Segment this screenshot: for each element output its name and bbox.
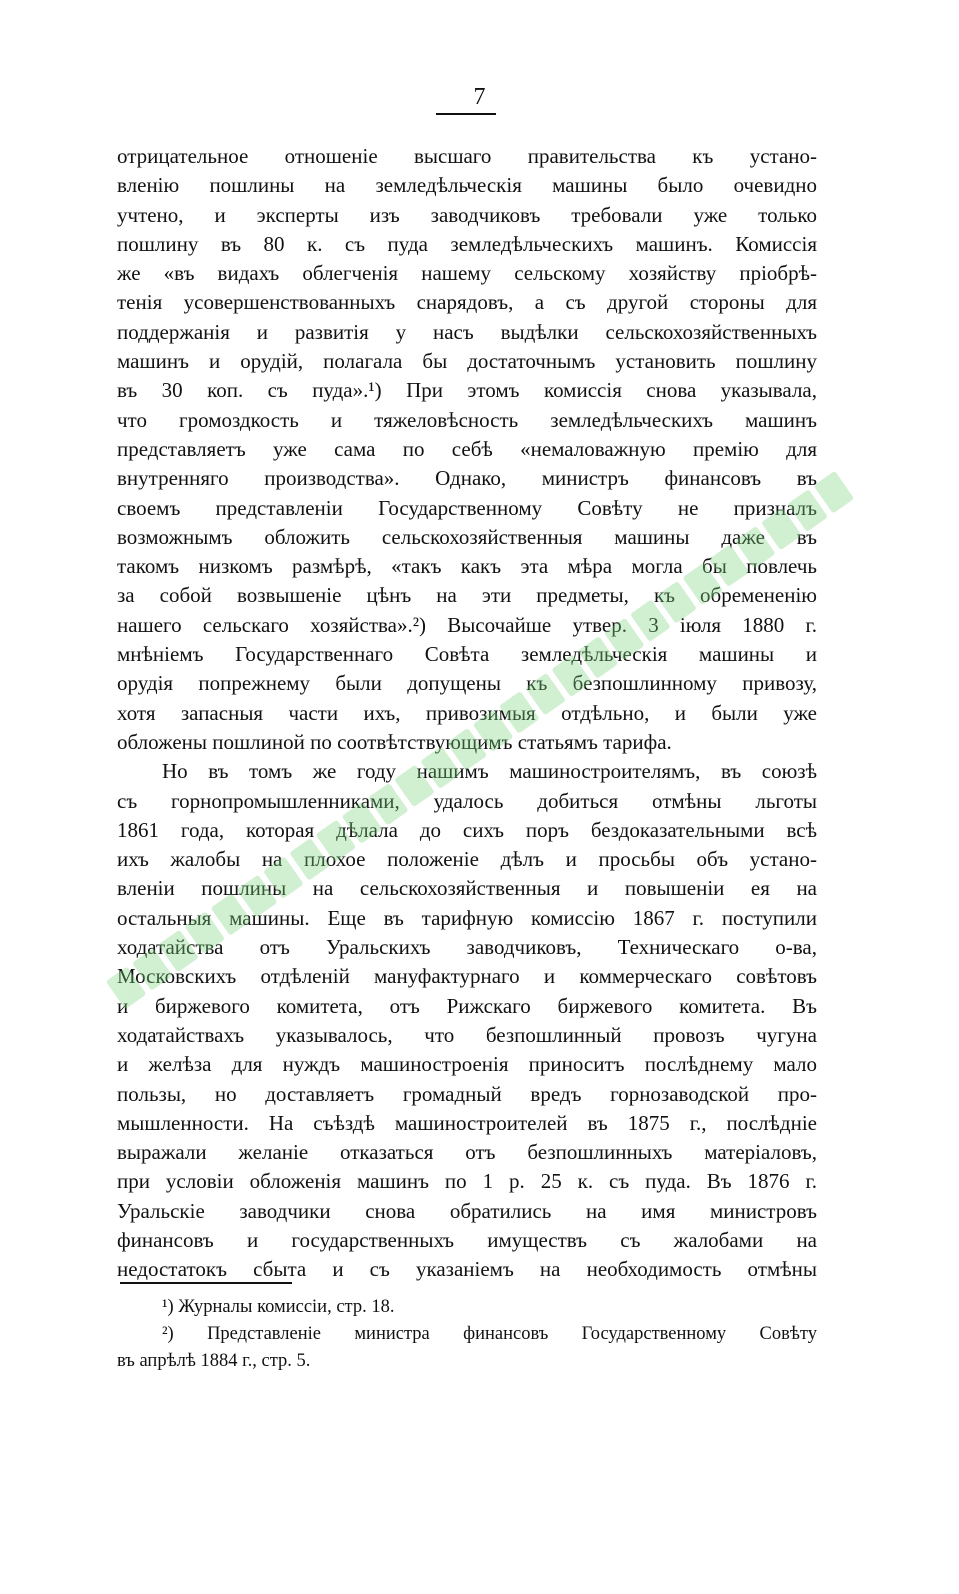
text-line: мышленности. На съѣздѣ машиностроителей въ 1875 г., послѣдніе	[117, 1110, 817, 1135]
page-number-rule	[436, 113, 496, 115]
text-line: Уральскіе заводчики снова обратились на имя министровъ	[117, 1198, 817, 1223]
text-line: съ горнопромышленниками, удалось добиться отмѣны льготы	[117, 788, 817, 813]
text-line: внутренняго производства». Однако, министръ финансовъ въ	[117, 466, 817, 491]
text-line: 1861 года, которая дѣлала до сихъ поръ бездоказательными всѣ	[117, 817, 817, 842]
text-line: обложены пошлиной по соотвѣтствующимъ статьямъ тарифа.	[117, 729, 672, 754]
text-line: хотя запасныя части ихъ, привозимыя отдѣльно, и были уже	[117, 700, 817, 725]
text-line: и желѣза для нуждъ машиностроенія приноситъ послѣднему мало	[117, 1052, 817, 1077]
text-line: недостатокъ сбыта и съ указаніемъ на необходимость отмѣны	[117, 1257, 817, 1282]
text-line: отрицательное отношеніе высшаго правительства къ устано-	[117, 144, 817, 168]
page-number: 7	[473, 84, 486, 110]
text-line: же «въ видахъ облегченія нашему сельскому хозяйству пріобрѣ-	[117, 261, 817, 286]
text-line: остальныя машины. Еще въ тарифную комиссію 1867 г. поступили	[117, 905, 817, 930]
text-line: ихъ жалобы на плохое положеніе дѣлъ и просьбы объ устано-	[117, 847, 817, 872]
text-line: вленіи пошлины на сельскохозяйственныя и повышеніи ея на	[117, 876, 817, 901]
text-line: нашего сельскаго хозяйства».²) Высочайше утвер. 3 іюля 1880 г.	[117, 612, 817, 637]
text-line: возможнымъ обложить сельскохозяйственныя машины даже въ	[117, 524, 817, 549]
text-line: при условіи обложенія машинъ по 1 р. 25 к. съ пуда. Въ 1876 г.	[117, 1169, 817, 1194]
text-line: и биржевого комитета, отъ Рижскаго биржевого комитета. Въ	[117, 993, 817, 1018]
text-line: орудія попрежнему были допущены къ безпошлинному привозу,	[117, 671, 817, 696]
text-line: въ 30 коп. съ пуда».¹) При этомъ комиссія снова указывала,	[117, 378, 817, 403]
footnotes	[117, 1294, 817, 1375]
body-text	[117, 142, 817, 1285]
text-line: вленію пошлины на земледѣльческія машины было очевидно	[117, 173, 817, 198]
text-line: ходатайствахъ указывалось, что безпошлинный провозъ чугуна	[117, 1022, 817, 1047]
text-line: такомъ низкомъ размѣрѣ, «такъ какъ эта мѣра могла бы повлечь	[117, 554, 817, 579]
text-line: Московскихъ отдѣленій мануфактурнаго и коммерческаго совѣтовъ	[117, 964, 817, 989]
text-line: тенія усовершенствованныхъ снарядовъ, а съ другой стороны для	[117, 290, 817, 315]
footnote-1: ¹) Журналы комиссіи, стр. 18.	[162, 1297, 395, 1317]
text-line: ходатайства отъ Уральскихъ заводчиковъ, Техническаго о-ва,	[117, 935, 817, 960]
text-line: учтено, и эксперты изъ заводчиковъ требовали уже только	[117, 202, 817, 227]
text-line: машинъ и орудій, полагала бы достаточнымъ установить пошлину	[117, 349, 817, 374]
footnote-2: ²) Представленіе министра финансовъ Государственному Совѣту	[162, 1324, 817, 1344]
text-line: финансовъ и государственныхъ имуществъ съ жалобами на	[117, 1227, 817, 1252]
text-line: за собой возвышеніе цѣнъ на эти предметы, къ обремененію	[117, 583, 817, 608]
text-line: представляетъ уже сама по себѣ «немаловажную премію для	[117, 436, 817, 461]
footnote-2-continuation: въ апрѣлѣ 1884 г., стр. 5.	[117, 1351, 311, 1371]
text-line: выражали желаніе отказаться отъ безпошлинныхъ матеріаловъ,	[117, 1140, 817, 1165]
text-line: мнѣніемъ Государственнаго Совѣта земледѣльческія машины и	[117, 642, 817, 667]
footnote-divider	[120, 1282, 292, 1284]
text-line: пользы, но доставляетъ громадный вредъ горнозаводской про-	[117, 1081, 817, 1106]
text-line: своемъ представленіи Государственному Совѣту не призналъ	[117, 495, 817, 520]
text-line: поддержанія и развитія у насъ выдѣлки сельскохозяйственныхъ	[117, 319, 817, 344]
paragraph-first-line: Но въ томъ же году нашимъ машиностроителямъ, въ союзѣ	[162, 759, 817, 784]
text-line: пошлину въ 80 к. съ пуда земледѣльческихъ машинъ. Комиссія	[117, 231, 817, 256]
text-line: что громоздкость и тяжеловѣсность земледѣльческихъ машинъ	[117, 407, 817, 432]
